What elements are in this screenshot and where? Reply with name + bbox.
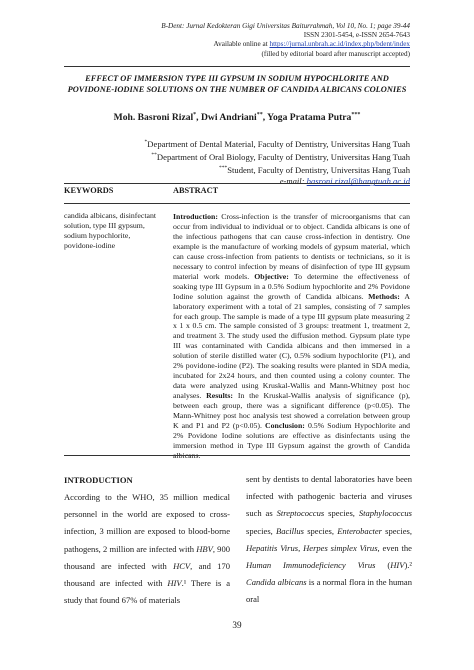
intro-text-segment: , xyxy=(298,542,304,553)
intro-text-segment: species, xyxy=(381,525,412,536)
intro-text-segment: Herpes simplex Virus xyxy=(303,542,378,553)
author-name: Dwi Andriani xyxy=(200,112,257,124)
intro-text-segment: species, xyxy=(246,525,276,536)
affiliation-line xyxy=(145,150,410,163)
intro-text-segment: HCV xyxy=(173,560,191,571)
paper-title: EFFECT OF IMMERSION TYPE III GYPSUM IN SODIUM HYPOCHLORITE AND POVIDONE-IODINE SOLUTIONS ON THE NUMBER OF CANDIDA ALBICANS COLONIES xyxy=(67,74,407,95)
section-rule-top xyxy=(64,183,410,184)
section-rule-bottom xyxy=(64,203,410,204)
affiliations xyxy=(145,137,410,187)
abstract-section-text: A laboratory experiment with a total of 21 samples, consisting of 7 samples for each group. The sample is made of a type III gypsum plate measuring 2 x 1 x 0.5 cm. The sample consisted of 3 groups: treatment 1, treatment 2, and treatment 3. The study used the diffusion method. Gypsum plate type III was contaminated with Candida albicans and then immersed in a solution of sterile distilled water (C), 0.5% sodium hypochlorite (P1), and 2% povidone-iodine (P2). The soaking results were planted in SDA media, incubated for 2x24 hours, and then counted using a colony counter. The data were analyzed using Kruskal-Wallis and Mann-Whitney post hoc analyses. xyxy=(173,291,410,401)
affiliation-line xyxy=(145,163,410,176)
author-line xyxy=(64,112,410,123)
intro-text-segment: species, xyxy=(324,508,359,519)
journal-issn: ISSN 2301-5454, e-ISSN 2654-7643 xyxy=(303,31,410,40)
intro-text-segment: is a normal flora in the human oral xyxy=(246,577,412,605)
abstract-section-label: Introduction: xyxy=(173,212,222,221)
author-mark: *** xyxy=(351,112,361,118)
intro-text-segment: Streptococcus xyxy=(276,508,325,519)
keywords-list: candida albicans, disinfectant solution, type III gypsum, sodium hypochlorite, povidone-iodine xyxy=(64,211,157,250)
intro-text-segment: According to the WHO, 35 million medical personnel in the world are exposed to cross-infection, 3 million are exposed to blood-borne pathogens, 2 million are infected with xyxy=(64,492,230,554)
affiliation-text: Department of Dental Material, Faculty of Dentistry, Universitas Hang Tuah xyxy=(147,138,410,149)
intro-text-segment: , even the xyxy=(377,542,412,553)
abstract-body xyxy=(173,212,410,461)
page-number: 39 xyxy=(232,620,242,630)
intro-left-column xyxy=(64,489,230,609)
journal-header xyxy=(161,22,410,59)
author-name: Moh. Basroni Rizal xyxy=(113,112,194,124)
intro-text-segment: HIV xyxy=(167,578,182,589)
affiliation-mark: *** xyxy=(218,165,228,172)
intro-text-segment: HBV xyxy=(196,543,213,554)
abstract-section-text: To determine the effectiveness of soaking type III Gypsum in a 0.5% Sodium hypochlorite and 2% Povidone Iodine solution against the growth of Candida albicans. xyxy=(173,271,410,301)
affiliation-mark: ** xyxy=(151,152,157,159)
intro-text-segment: .¹ There is a study that found 67% of materials xyxy=(64,578,230,606)
abstract-heading: ABSTRACT xyxy=(173,186,219,195)
affiliation-text: Department of Oral Biology, Faculty of Dentistry, Universitas Hang Tuah xyxy=(156,151,410,162)
affiliation-text: Student, Faculty of Dentistry, Universitas Hang Tuah xyxy=(227,164,410,175)
intro-text-segment: HIV xyxy=(390,560,405,571)
author-separator: , xyxy=(262,112,268,124)
intro-text-segment: Staphylococcus xyxy=(358,508,412,519)
abstract-section-label: Conclusion: xyxy=(265,421,308,431)
header-rule xyxy=(64,66,410,67)
abstract-section-text: In the Kruskal-Wallis analysis of significance (p), between each group, there was a significant difference (p<0.05). The Mann-Whitney post hoc analysis test showed a correlation between group K and P1 and P2 (p<0.05). xyxy=(173,391,411,431)
journal-availability xyxy=(161,40,410,49)
abstract-section-label: Results: xyxy=(206,391,238,401)
intro-text-segment: Candida albicans xyxy=(246,577,307,588)
introduction-heading: INTRODUCTION xyxy=(64,475,133,485)
intro-text-segment: species, xyxy=(304,525,338,536)
editorial-note: (filled by editorial board after manuscript accepted) xyxy=(261,49,410,58)
intro-text-segment: sent by dentists to dental laboratories have been infected with pathogenic bacteria and viruses such as xyxy=(246,474,412,519)
intro-text-segment: Bacillus xyxy=(276,525,305,536)
email-link[interactable]: basroni.rizal@hangtuah.ac.id xyxy=(306,176,410,187)
author-separator: , xyxy=(196,112,201,124)
intro-right-column xyxy=(246,471,412,609)
journal-citation: B-Dent: Jurnal Kedokteran Gigi Universitas Baiturrahmah, Vol 10, No. 1; page 39-44 xyxy=(161,22,410,30)
abstract-section-text: 0.5% Sodium Hypochlorite and 2% Povidone Iodine solutions are effective as disinfectants using the immersion method in Type III Gypsum against the growth of Candida albicans. xyxy=(173,421,410,460)
author-mark: ** xyxy=(256,112,263,118)
intro-text-segment: , 900 thousand are infected with xyxy=(64,543,230,571)
abstract-section-label: Methods: xyxy=(368,291,405,301)
intro-text-segment: ).² xyxy=(404,560,412,571)
email-label: e-mail: xyxy=(279,176,307,187)
journal-link[interactable]: https://jurnal.unbrah.ac.id/index.php/bdent/index xyxy=(269,40,410,49)
keywords-heading: KEYWORDS xyxy=(64,186,114,195)
available-prefix: Available online at xyxy=(213,40,270,49)
author-name: Yoga Pratama Putra xyxy=(267,112,352,124)
author-mark: * xyxy=(193,112,197,118)
affiliation-line xyxy=(145,137,410,150)
intro-text-segment: ( xyxy=(375,560,391,571)
abstract-section-text: Cross-infection is the transfer of microorganisms that can occur from individual to individual or to object. Candida albicans is one of the infectious pathogens that can cause cross-infection in dentistry. One example is the manufacture of working models of gypsum material, which can cause cross-infection from patients to dentists or technicians, so it is necessary to control infection by means of disinfection of type III gypsum material work models. xyxy=(173,212,410,281)
intro-text-segment: Hepatitis Virus xyxy=(246,542,299,553)
intro-text-segment: , and 170 thousand are infected with xyxy=(64,560,230,589)
intro-text-segment: Human Immunodeficiency Virus xyxy=(246,560,376,571)
intro-text-segment: Enterobacter xyxy=(337,525,382,536)
affiliation-mark: * xyxy=(144,139,148,145)
abstract-section-label: Objective: xyxy=(254,271,294,281)
abstract-end-rule xyxy=(64,455,410,456)
